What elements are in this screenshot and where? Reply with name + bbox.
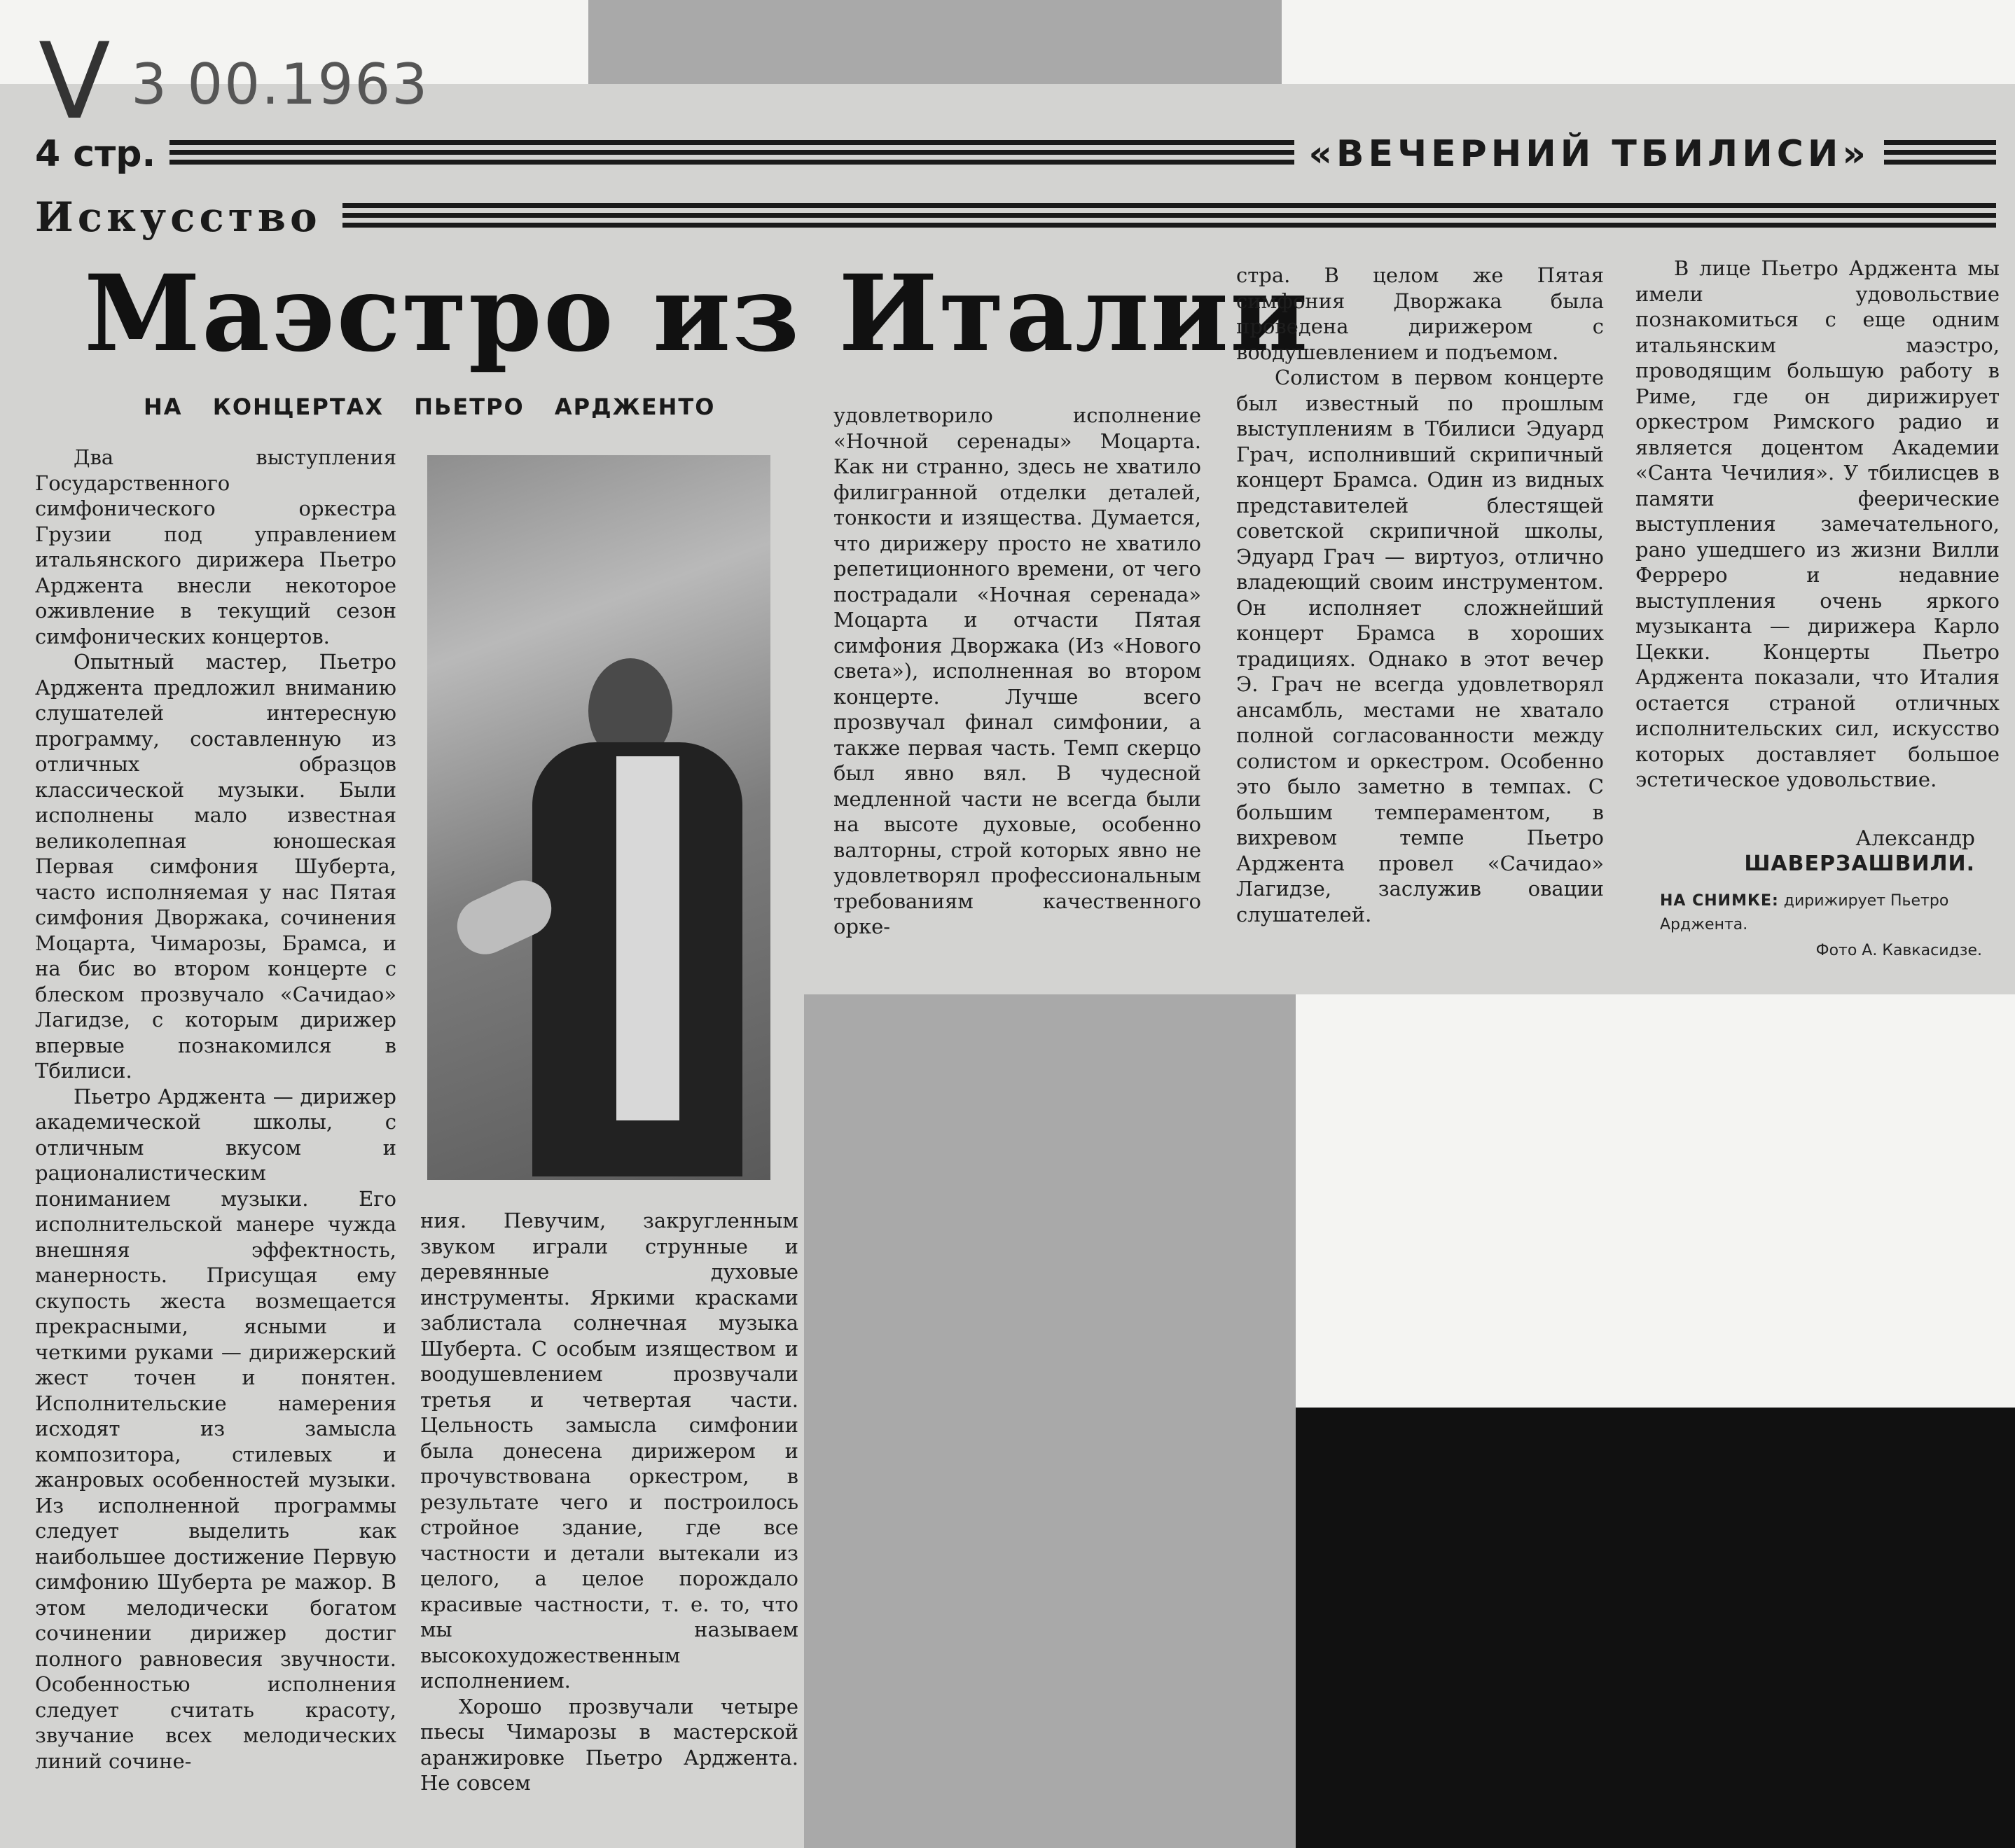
article-column-1 [35, 445, 396, 1774]
article-column-2a [420, 1208, 798, 1796]
background-black-block [1296, 1408, 2015, 1848]
section-title: Искусство [35, 193, 321, 241]
caption-label: НА СНИМКЕ: [1660, 892, 1779, 910]
conductor-photo [427, 455, 770, 1180]
paragraph: Пьетро Арджента — дирижер академической школы, с отличным вкусом и рационалистическим пониманием музыки. Его исполнительской манере чужда внешняя эффектность, манерность. Присущая ему скупость жеста возмещается прекрасными, ясными и четкими руками — дирижерский жест точен и понятен. Исполнительские намерения исходят из замысла композитора, стилевых и жанровых особенностей музыки. Из исполненной программы следует выделить как наибольшее достижение Первую симфонию Шуберта ре мажор. В этом мелодически богатом сочинении дирижер достиг полного равновесия звучности. Особенностью исполнения следует считать красоту, звучание всех мелодических линий сочине- [35, 1084, 396, 1773]
section-rule [342, 203, 1996, 231]
paragraph: В лице Пьетро Арджента мы имели удовольствие познакомиться с еще одним итальянским маэстро, проводящим большую работу в Риме, где он дирижирует оркестром Римского радио и является доцентом Академии «Санта Чечилия». У тбилисцев в памяти феерические выступления замечательного, рано ушедшего из жизни Вилли Ферреро и недавние выступления очень яркого музыканта — дирижера Карло Цекки. Концерты Пьетро Арджента показали, что Италия остается страной отличных исполнительских сил, искусство которых доставляет большое эстетическое удовольствие. [1635, 256, 2000, 791]
photo-caption [1660, 889, 2003, 937]
section-header [35, 193, 1996, 242]
caption-text: дирижирует Пьетро Арджента. [1660, 892, 1949, 933]
paragraph: Два выступления Государственного симфонического оркестра Грузии под управлением итальянского дирижера Пьетро Арджента внесли некоторое оживление в текущий сезон симфонических концертов. [35, 445, 396, 648]
photo-figure-shirt [616, 756, 679, 1120]
check-mark: V [39, 21, 112, 143]
article-column-2b [833, 403, 1201, 940]
paragraph: удовлетворило исполнение «Ночной серенады» Моцарта. Как ни странно, здесь не хватило филигранной отделки деталей, тонкости и изящества. Думается, что дирижеру просто не хватило репетиционного времени, от чего пострадали «Ночная серенада» Моцарта и отчасти Пятая симфония Дворжака (Из «Нового света»), исполненная во втором концерте. Лучше всего прозвучал финал симфонии, а также первая часть. Темп скерцо был явно вял. В чудесной медленной части не всегда были на высоте духовые, особенно валторны, строй которых явно не удовлетворял профессиональным требованиям качественного орке- [833, 403, 1201, 938]
page-number: 4 стр. [35, 133, 156, 175]
paragraph: Солистом в первом концерте был известный по прошлым выступлениям в Тбилиси Эдуард Грач, исполнивший скрипичный концерт Брамса. Один из видных представителей блестящей советской скрипичной школы, Эдуард Грач — виртуоз, отлично владеющий своим инструментом. Он исполняет сложнейший концерт Брамса в хороших традициях. Однако в этот вечер Э. Грач не всегда удовлетворял ансамбль, местами не хватало полной согласованности между солистом и оркестром. Особенно это было заметно в темпах. С большим темпераментом, в вихревом темпе Пьетро Арджента провел «Сачидао» Лагидзе, заслужив овации слушателей. [1236, 366, 1604, 926]
archive-stamp [39, 7, 429, 143]
article-column-3 [1236, 263, 1604, 927]
paragraph: Хорошо прозвучали четыре пьесы Чимарозы в мастерской аранжировке Пьетро Арджента. Не совсем [420, 1694, 798, 1795]
author-byline [1660, 826, 1975, 877]
article-subheading: НА КОНЦЕРТАХ ПЬЕТРО АРДЖЕНТО [144, 394, 716, 420]
masthead [35, 126, 1996, 182]
stamp-date: 3 00.1963 [131, 52, 429, 117]
paragraph: Опытный мастер, Пьетро Арджента предложил вниманию слушателей интересную программу, составленную из отличных образцов классической музыки. Были исполнены мало известная великолепная юношеская Первая симфония Шуберта, часто исполняемая у нас Пятая симфония Дворжака, сочинения Моцарта, Чимарозы, Брамса, и на бис во втором концерте с блеском прозвучало «Сачидао» Лагидзе, с которым дирижер впервые познакомился в Тбилиси. [35, 650, 396, 1083]
masthead-rule-end [1884, 140, 1996, 168]
author-surname: ШАВЕРЗАШВИЛИ. [1744, 852, 1975, 876]
paragraph: ния. Певучим, закругленным звуком играли струнные и деревянные духовые инструменты. Яркими красками заблистала солнечная музыка Шуберта. С особым изяществом и воодушевлением прозвучали третья и четвертая части. Цельность замысла симфонии была донесена дирижером и прочувствована оркестром, в результате чего и построилось стройное здание, где все частности и детали вытекали из целого, а целое порождало красивые частности, т. е. то, что мы называем высокохудожественным исполнением. [420, 1209, 798, 1693]
photo-credit: Фото А. Кавкасидзе. [1815, 942, 1982, 959]
newspaper-name: «ВЕЧЕРНИЙ ТБИЛИСИ» [1308, 133, 1870, 175]
masthead-rule [169, 140, 1294, 168]
author-first-name: Александр [1855, 826, 1975, 851]
article-headline: Маэстро из Италии [84, 252, 1310, 375]
background-panel-top [588, 0, 1282, 91]
article-column-4 [1635, 256, 2000, 793]
paragraph: стра. В целом же Пятая симфония Дворжака была проведена дирижером с воодушевлением и подъемом. [1236, 263, 1604, 364]
background-panel-right [777, 994, 1296, 1848]
